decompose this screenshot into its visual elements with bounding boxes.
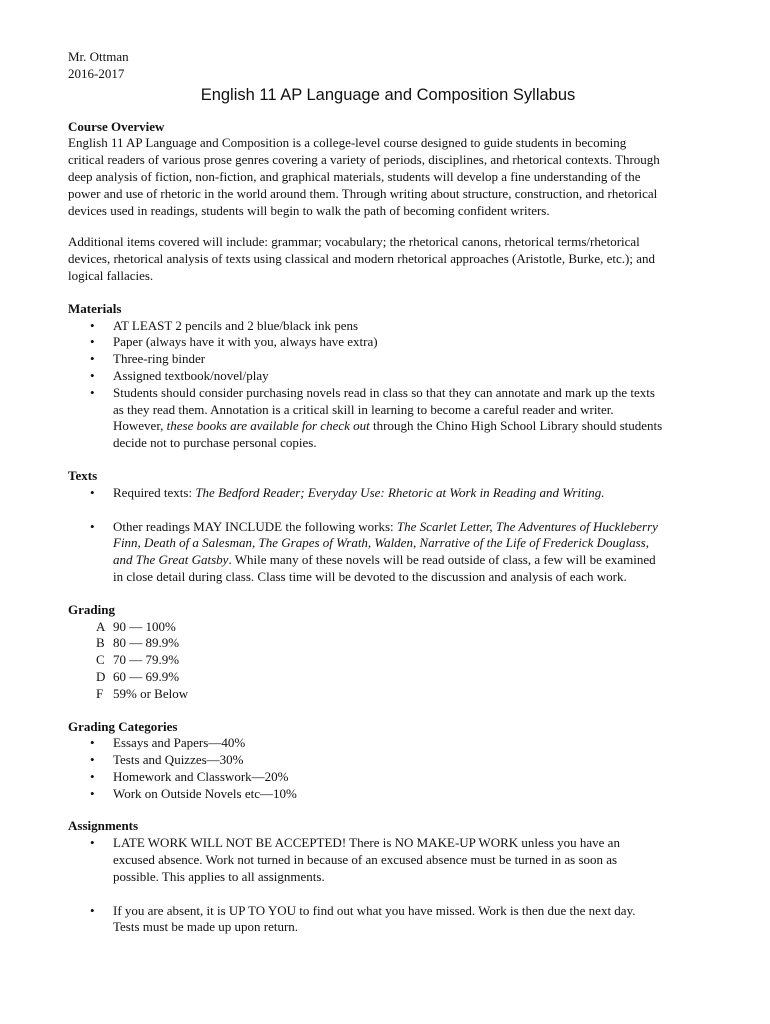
category-text: Tests and Quizzes—30% — [113, 752, 244, 768]
other-readings-label: Other readings MAY INCLUDE the following works: — [113, 518, 397, 534]
category-text: Essays and Papers—40% — [113, 735, 246, 751]
grade-letter: A — [96, 618, 106, 634]
list-item — [68, 786, 708, 803]
grade-letter: B — [96, 635, 105, 651]
bullet-icon: • — [90, 484, 95, 500]
list-item — [68, 351, 708, 368]
grade-row — [68, 652, 708, 669]
category-text: Work on Outside Novels etc—10% — [113, 785, 297, 801]
assignment-text: LATE WORK WILL NOT BE ACCEPTED! There is NO MAKE-UP WORK unless you have an — [113, 835, 620, 851]
check-out-emphasis: these books are available for check out — [166, 418, 370, 434]
materials-item-text-start: However, — [113, 418, 167, 434]
list-item — [68, 519, 708, 586]
grade-letter: C — [96, 652, 105, 668]
grade-row — [68, 669, 708, 686]
materials-heading: Materials — [68, 300, 122, 316]
other-readings-text: . While many of these novels will be read outside of class, a few will be examined — [228, 552, 656, 568]
syllabus-page — [68, 49, 708, 936]
overview-line: devices used in readings, students will begin to walk the path of becoming confident writers. — [68, 202, 550, 218]
materials-section — [68, 301, 708, 452]
grade-range: 80 — 89.9% — [113, 635, 180, 651]
overview-line: deep analysis of fiction, non-fiction, and graphical materials, students will develop a fine understanding of the — [68, 168, 641, 184]
bullet-icon: • — [90, 785, 95, 801]
list-item — [68, 368, 708, 385]
other-readings-line — [113, 535, 708, 552]
texts-heading: Texts — [68, 467, 98, 483]
grade-range: 90 — 100% — [113, 618, 176, 634]
other-readings-line — [113, 552, 708, 569]
additional-items-paragraph — [68, 234, 708, 284]
bullet-icon: • — [90, 351, 95, 367]
other-readings-titles: The Scarlet Letter, The Adventures of Huckleberry — [396, 518, 658, 534]
assignments-heading: Assignments — [68, 818, 139, 834]
list-item — [68, 334, 708, 351]
bullet-icon: • — [90, 334, 95, 350]
other-readings-line: in close detail during class. Class time will be devoted to the discussion and analysis of each work. — [113, 568, 627, 584]
bullet-icon: • — [90, 317, 95, 333]
additional-line: Additional items covered will include: grammar; vocabulary; the rhetorical canons, rhetorical terms/rhetorical — [68, 234, 640, 250]
materials-item-text: AT LEAST 2 pencils and 2 blue/black ink pens — [113, 317, 359, 333]
additional-line: devices, rhetorical analysis of texts using classical and modern rhetorical approaches (Aristotle, Burke, etc.); and — [68, 251, 655, 267]
grade-range: 70 — 79.9% — [113, 652, 180, 668]
other-readings-line — [113, 519, 708, 536]
assignment-text: possible. This applies to all assignments. — [113, 868, 325, 884]
materials-item-text: decide not to purchase personal copies. — [113, 435, 317, 451]
required-texts-titles: The Bedford Reader; Everyday Use: Rhetoric at Work in Reading and Writing. — [195, 484, 605, 500]
other-readings-titles: and The Great Gatsby — [113, 552, 229, 568]
materials-item-text: Three-ring binder — [113, 351, 206, 367]
assignments-list — [68, 835, 708, 936]
grade-row — [68, 619, 708, 636]
overview-line: critical readers of various prose genres covering a variety of periods, disciplines, and rhetorical contexts. Through — [68, 152, 660, 168]
other-readings-titles: Finn, Death of a Salesman, The Grapes of Wrath, Walden, Narrative of the Life of Frederick Douglass, — [113, 535, 649, 551]
assignment-text: Tests must be made up upon return. — [113, 919, 299, 935]
materials-item-text — [113, 418, 708, 435]
grade-range: 60 — 69.9% — [113, 668, 180, 684]
list-item — [68, 385, 708, 452]
texts-section — [68, 468, 708, 586]
materials-item-text: as they read them. Annotation is a critical skill in learning to become a careful reader and writer. — [113, 401, 614, 417]
category-text: Homework and Classwork—20% — [113, 768, 289, 784]
list-item — [68, 735, 708, 752]
bullet-icon: • — [90, 835, 95, 851]
assignment-text: excused absence. Work not turned in because of an excused absence must be turned in as soon as — [113, 852, 618, 868]
grading-section — [68, 602, 708, 703]
assignments-section — [68, 818, 708, 936]
grading-categories-heading: Grading Categories — [68, 718, 178, 734]
course-overview-heading: Course Overview — [68, 118, 165, 134]
bullet-icon: • — [90, 768, 95, 784]
assignment-text: If you are absent, it is UP TO YOU to find out what you have missed. Work is then due the next day. — [113, 902, 636, 918]
list-item — [68, 485, 708, 502]
additional-line: logical fallacies. — [68, 267, 154, 283]
grade-row — [68, 635, 708, 652]
materials-item-text: Assigned textbook/novel/play — [113, 367, 269, 383]
course-overview-paragraph — [68, 135, 708, 219]
list-item — [68, 752, 708, 769]
grade-letter: D — [96, 668, 106, 684]
bullet-icon: • — [90, 902, 95, 918]
bullet-icon: • — [90, 735, 95, 751]
bullet-icon: • — [90, 518, 95, 534]
overview-line: English 11 AP Language and Composition is a college-level course designed to guide students in becoming — [68, 135, 627, 151]
list-item — [68, 318, 708, 335]
materials-list — [68, 318, 708, 452]
list-item — [68, 769, 708, 786]
document-title: English 11 AP Language and Composition Syllabus — [200, 85, 576, 104]
overview-line: power and use of rhetoric in the world around them. Through writing about structure, construction, and rhetorical — [68, 185, 658, 201]
grade-row — [68, 686, 708, 703]
teacher-name: Mr. Ottman — [68, 49, 129, 64]
grading-categories-list — [68, 735, 708, 802]
list-item — [68, 835, 708, 885]
list-item — [68, 903, 708, 937]
bullet-icon: • — [90, 384, 95, 400]
bullet-icon: • — [90, 752, 95, 768]
grade-letter: F — [96, 685, 104, 701]
grading-heading: Grading — [68, 601, 115, 617]
materials-item-text: Paper (always have it with you, always have extra) — [113, 334, 378, 350]
school-year: 2016-2017 — [68, 65, 125, 81]
materials-item-text-end: through the Chino High School Library should students — [369, 418, 663, 434]
required-texts-label: Required texts: — [113, 484, 196, 500]
bullet-icon: • — [90, 367, 95, 383]
texts-list — [68, 485, 708, 586]
grading-categories-section — [68, 719, 708, 803]
materials-item-text: Students should consider purchasing novels read in class so that they can annotate and mark up the texts — [113, 384, 655, 400]
grade-range: 59% or Below — [113, 685, 189, 701]
